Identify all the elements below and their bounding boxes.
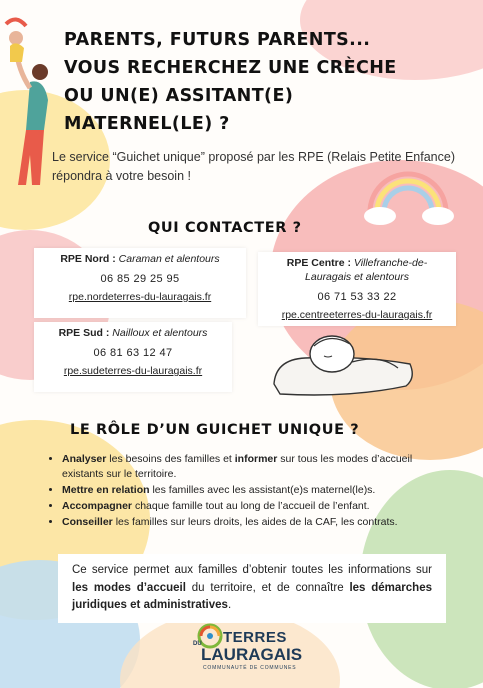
role-text: les besoins des familles et bbox=[106, 453, 235, 465]
phone-number: 06 85 29 25 95 bbox=[100, 273, 180, 285]
email-link[interactable]: rpe.centreeterres-du-lauragais.fr bbox=[281, 309, 433, 321]
title-line: PARENTS, FUTURS PARENTS... bbox=[64, 30, 371, 50]
role-keyword: Conseiller bbox=[62, 516, 113, 528]
role-keyword: Mettre en relation bbox=[62, 484, 150, 496]
service-info-box bbox=[58, 554, 446, 623]
phone-number: 06 81 63 12 47 bbox=[93, 347, 173, 359]
list-item bbox=[62, 452, 452, 482]
service-text: . bbox=[227, 599, 232, 611]
contact-card-nord bbox=[34, 248, 246, 318]
logo-line1: TERRES bbox=[223, 629, 287, 646]
card-label: RPE Nord : bbox=[60, 253, 116, 265]
contact-card-sud bbox=[34, 322, 232, 392]
role-keyword: Accompagner bbox=[62, 500, 133, 512]
role-heading: LE RÔLE D’UN GUICHET UNIQUE ? bbox=[70, 422, 360, 438]
role-keyword: Analyser bbox=[62, 453, 107, 465]
role-list bbox=[48, 452, 452, 531]
list-item bbox=[62, 483, 452, 498]
terres-du-lauragais-logo bbox=[193, 623, 303, 683]
service-emphasis: les modes d’accueil bbox=[72, 581, 186, 594]
role-text: sur tous les modes d’accueil existants sur le territoire. bbox=[62, 453, 413, 480]
contact-card-centre bbox=[258, 252, 456, 326]
card-label: RPE Centre : bbox=[286, 257, 351, 269]
card-location: Villefranche-de-Lauragais et alentours bbox=[305, 257, 428, 283]
phone-number: 06 71 53 33 22 bbox=[317, 291, 397, 303]
title-line: MATERNEL(LE) ? bbox=[64, 114, 230, 134]
logo-du: DU bbox=[193, 641, 202, 647]
title-line: OU UN(E) ASSITANT(E) bbox=[64, 86, 294, 106]
list-item bbox=[62, 515, 452, 530]
email-link[interactable]: rpe.sudeterres-du-lauragais.fr bbox=[63, 365, 203, 377]
sleeping-baby-illustration bbox=[270, 328, 420, 400]
card-location: Nailloux et alentours bbox=[112, 327, 208, 339]
role-text: chaque famille tout au long de l’accueil de l’enfant. bbox=[132, 500, 370, 512]
service-text: du territoire, et de connaître bbox=[185, 581, 350, 594]
contact-heading: QUI CONTACTER ? bbox=[148, 220, 302, 236]
service-text: Ce service permet aux familles d’obtenir toutes les informations sur bbox=[72, 564, 432, 576]
card-label: RPE Sud : bbox=[58, 327, 110, 339]
title-line: VOUS RECHERCHEZ UNE CRÈCHE bbox=[64, 58, 397, 78]
parent-child-illustration bbox=[0, 10, 60, 190]
page-title bbox=[64, 26, 464, 138]
role-text: les familles sur leurs droits, les aides de la CAF, les contrats. bbox=[112, 516, 398, 528]
email-link[interactable]: rpe.nordeterres-du-lauragais.fr bbox=[68, 291, 212, 303]
role-text: les familles avec les assistant(e)s maternel(le)s. bbox=[149, 484, 376, 496]
role-keyword: informer bbox=[234, 453, 278, 465]
logo-subtitle: COMMUNAUTÉ DE COMMUNES bbox=[203, 665, 297, 671]
logo-line2: LAURAGAIS bbox=[201, 645, 303, 664]
card-location: Caraman et alentours bbox=[118, 253, 220, 265]
service-emphasis: les démarches juridiques et administratives bbox=[72, 581, 432, 611]
list-item bbox=[62, 499, 452, 514]
intro-text: Le service “Guichet unique” proposé par les RPE (Relais Petite Enfance) répondra à votre besoin ! bbox=[52, 150, 455, 183]
